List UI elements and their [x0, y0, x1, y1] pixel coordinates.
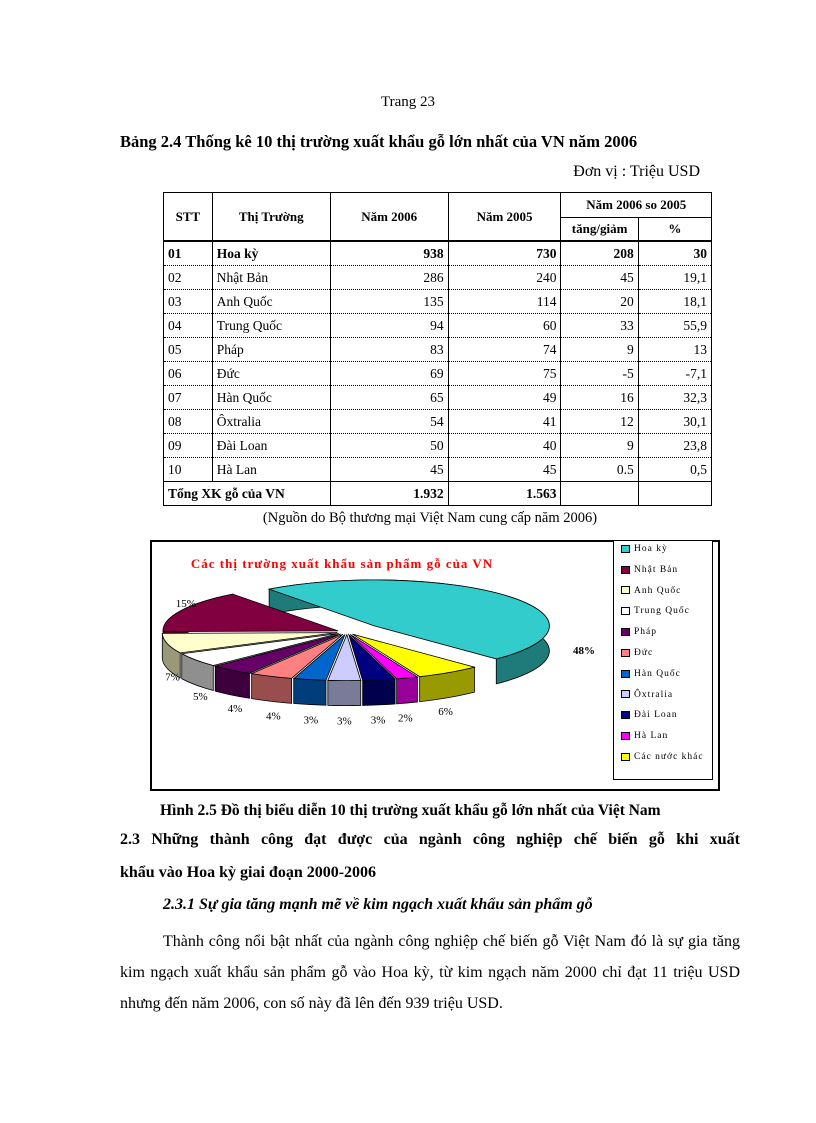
table-cell-change: 9	[561, 434, 638, 458]
legend-item	[621, 586, 681, 597]
table-cell-y2006: 94	[330, 314, 448, 338]
table-cell-percent: 32,3	[638, 386, 711, 410]
table-cell-y2005: 74	[448, 338, 561, 362]
slice-label: 3%	[370, 714, 386, 727]
header-stt: STT	[164, 193, 213, 242]
legend-swatch	[621, 628, 630, 636]
table-cell-percent: 23,8	[638, 434, 711, 458]
table-cell-change: 208	[561, 241, 638, 266]
header-2005: Năm 2005	[448, 193, 561, 242]
table-cell-percent: 18,1	[638, 290, 711, 314]
total-cell-y2006: 1.932	[330, 482, 448, 506]
subsection-title: 2.3.1 Sự gia tăng mạnh mẽ về kim ngạch xuất khẩu sản phẩm gỗ	[163, 896, 593, 913]
table-cell-percent: 30	[638, 241, 711, 266]
legend-item	[621, 731, 668, 742]
table-cell-change: 0.5	[561, 458, 638, 482]
chart-legend	[613, 540, 713, 780]
legend-label: Anh Quốc	[634, 585, 682, 596]
table-cell-y2005: 240	[448, 266, 561, 290]
table-cell-y2006: 65	[330, 386, 448, 410]
table-row	[164, 362, 712, 386]
table-cell-y2005: 75	[448, 362, 561, 386]
export-markets-table	[163, 192, 712, 506]
legend-item	[621, 669, 681, 680]
page-number: Trang 23	[380, 94, 436, 110]
table-cell-y2005: 40	[448, 434, 561, 458]
table-title: Bảng 2.4 Thống kê 10 thị trường xuất khẩu gỗ lớn nhất của VN năm 2006	[120, 132, 638, 151]
table-cell-stt: 09	[164, 434, 213, 458]
slice-label: 5%	[193, 691, 208, 704]
table-total-row	[164, 482, 712, 506]
table-cell-change: -5	[561, 362, 638, 386]
table-row	[164, 241, 712, 266]
table-row	[164, 314, 712, 338]
table-cell-y2006: 50	[330, 434, 448, 458]
table-cell-y2006: 45	[330, 458, 448, 482]
slice-label: 48%	[573, 645, 595, 657]
table-cell-percent: 13	[638, 338, 711, 362]
section-title-line-1: 2.3 Những thành công đạt được của ngành công nghiệp chế biến gỗ khi xuất	[120, 831, 740, 848]
table-cell-market: Đài Loan	[212, 434, 330, 458]
unit-label: Đơn vị : Triệu USD	[573, 163, 700, 180]
legend-swatch	[621, 711, 630, 719]
table-cell-y2005: 45	[448, 458, 561, 482]
table-cell-y2006: 69	[330, 362, 448, 386]
slice-label: 3%	[337, 715, 352, 728]
table-cell-stt: 10	[164, 458, 213, 482]
table-cell-market: Anh Quốc	[212, 290, 330, 314]
table-row	[164, 266, 712, 290]
table-cell-stt: 08	[164, 410, 213, 434]
legend-label: Hàn Quốc	[634, 668, 681, 679]
table-cell-market: Nhật Bản	[212, 266, 330, 290]
table-cell-percent: 0,5	[638, 458, 711, 482]
table-cell-change: 45	[561, 266, 638, 290]
slice-label: 6%	[438, 706, 453, 719]
header-percent: %	[638, 218, 711, 242]
table-cell-y2006: 938	[330, 241, 448, 266]
legend-swatch	[621, 670, 630, 678]
table-row	[164, 386, 712, 410]
figure-caption: Hình 2.5 Đồ thị biểu diễn 10 thị trường xuất khẩu gỗ lớn nhất của Việt Nam	[160, 802, 661, 819]
table-row	[164, 290, 712, 314]
table-cell-stt: 06	[164, 362, 213, 386]
legend-item	[621, 565, 678, 576]
total-cell-empty	[638, 482, 711, 506]
table-cell-stt: 03	[164, 290, 213, 314]
legend-label: Đức	[634, 648, 654, 658]
legend-swatch	[621, 690, 630, 698]
slice-label: 15%	[175, 597, 196, 610]
table-row	[164, 338, 712, 362]
legend-swatch	[621, 649, 630, 657]
header-2006: Năm 2006	[330, 193, 448, 242]
table-row	[164, 434, 712, 458]
total-cell-label: Tổng XK gỗ của VN	[164, 482, 331, 506]
table-cell-market: Trung Quốc	[212, 314, 330, 338]
header-compare: Năm 2006 so 2005	[561, 193, 712, 218]
table-cell-change: 9	[561, 338, 638, 362]
legend-label: Nhật Bản	[634, 564, 679, 575]
table-cell-y2005: 60	[448, 314, 561, 338]
table-cell-percent: -7,1	[638, 362, 711, 386]
total-cell-y2005: 1.563	[448, 482, 561, 506]
legend-label: Đài Loan	[634, 710, 678, 721]
legend-item	[621, 627, 657, 638]
table-cell-y2006: 135	[330, 290, 448, 314]
table-cell-change: 33	[561, 314, 638, 338]
table-cell-y2006: 286	[330, 266, 448, 290]
slice-label: 3%	[303, 714, 319, 727]
chart-title: Các thị trường xuất khẩu sản phẩm gỗ của VN	[190, 556, 494, 571]
section-title-line-2: khẩu vào Hoa kỳ giai đoạn 2000-2006	[120, 864, 377, 881]
legend-swatch	[621, 566, 630, 574]
table-cell-change: 20	[561, 290, 638, 314]
slice-label: 7%	[165, 671, 180, 684]
legend-item	[621, 544, 668, 555]
legend-swatch	[621, 607, 630, 615]
table-cell-y2005: 41	[448, 410, 561, 434]
legend-item	[621, 690, 673, 701]
table-body	[164, 241, 712, 506]
slice-label: 4%	[227, 702, 243, 715]
table-cell-y2006: 83	[330, 338, 448, 362]
legend-swatch	[621, 732, 630, 740]
legend-swatch	[621, 586, 630, 594]
legend-swatch	[621, 753, 630, 761]
table-cell-y2005: 49	[448, 386, 561, 410]
table-cell-percent: 19,1	[638, 266, 711, 290]
slice-label: 2%	[397, 712, 413, 725]
legend-label: Trung Quốc	[634, 606, 690, 617]
legend-item	[621, 752, 704, 763]
source-note: (Nguồn do Bộ thương mại Việt Nam cung cấp năm 2006)	[262, 510, 598, 526]
table-cell-market: Hoa kỳ	[212, 241, 330, 266]
slice-label: 4%	[266, 710, 281, 723]
legend-swatch	[621, 545, 630, 553]
table-cell-percent: 30,1	[638, 410, 711, 434]
table-row	[164, 410, 712, 434]
legend-item	[621, 606, 690, 617]
legend-item	[621, 710, 678, 721]
legend-label: Hà Lan	[634, 731, 669, 742]
table-cell-stt: 05	[164, 338, 213, 362]
legend-item	[621, 648, 653, 659]
legend-label: Ôxtralia	[634, 689, 674, 700]
body-paragraph: Thành công nổi bật nhất của ngành công nghiệp chế biến gỗ Việt Nam đó là sự gia tăng kim ngạch xuất khẩu sản phẩm gỗ vào Hoa kỳ, từ kim ngạch năm 2000 chỉ đạt 11 triệu USD nhưng đến năm 2006, con số này đã lên đến 939 triệu USD.	[120, 933, 740, 1012]
legend-label: Các nước khác	[634, 752, 704, 762]
table-cell-market: Đức	[212, 362, 330, 386]
header-market: Thị Trường	[212, 193, 330, 242]
header-change: tăng/giảm	[561, 218, 638, 242]
table-cell-y2006: 54	[330, 410, 448, 434]
table-cell-stt: 07	[164, 386, 213, 410]
table-cell-market: Hàn Quốc	[212, 386, 330, 410]
table-cell-stt: 04	[164, 314, 213, 338]
table-cell-stt: 01	[164, 241, 213, 266]
table-cell-change: 12	[561, 410, 638, 434]
table-cell-y2005: 114	[448, 290, 561, 314]
table-cell-y2005: 730	[448, 241, 561, 266]
table-row	[164, 458, 712, 482]
table-cell-percent: 55,9	[638, 314, 711, 338]
total-cell-empty	[561, 482, 638, 506]
table-cell-market: Pháp	[212, 338, 330, 362]
table-cell-change: 16	[561, 386, 638, 410]
table-cell-market: Hà Lan	[212, 458, 330, 482]
table-cell-market: Ôxtralia	[212, 410, 330, 434]
legend-label: Hoa kỳ	[634, 544, 668, 554]
legend-label: Pháp	[634, 627, 657, 638]
table-cell-stt: 02	[164, 266, 213, 290]
